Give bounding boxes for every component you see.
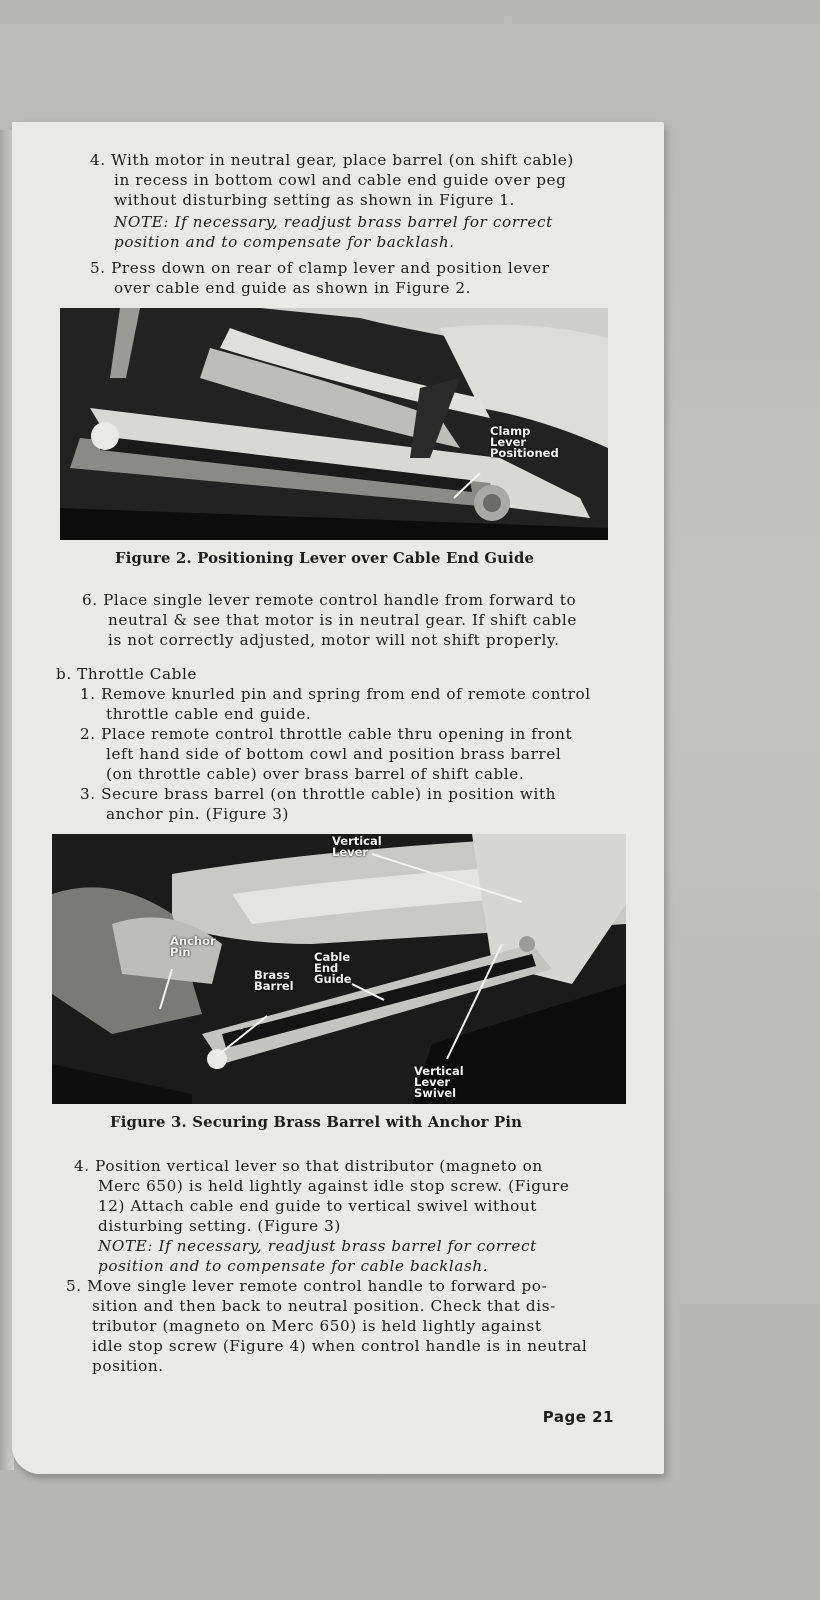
text-line: (on throttle cable) over brass barrel of shift cable. [106,765,525,783]
text-line: position. [92,1357,164,1375]
note-line: position and to compensate for cable backlash. [98,1257,489,1275]
label-anchor-pin: Anchor Pin [170,934,216,959]
page-number: Page 21 [542,1408,614,1426]
text-line: sition and then back to neutral position. Check that dis- [92,1297,556,1315]
text-line: 2. Place remote control throttle cable thru opening in front [80,725,573,743]
text-line: 5. Move single lever remote control handle to forward po- [66,1277,548,1295]
figure-3-photo [52,834,626,1104]
label-vertical-lever: Vertical Lever [332,834,382,859]
note-line: position and to compensate for backlash. [114,233,455,251]
figure-3-caption: Figure 3. Securing Brass Barrel with Anchor Pin [110,1114,523,1131]
figure-2-photo [60,308,608,540]
note-line: NOTE: If necessary, readjust brass barrel for correct [114,213,553,231]
text-line: 1. Remove knurled pin and spring from end of remote control [80,685,591,703]
text-line: 6. Place single lever remote control handle from forward to [82,591,577,609]
label-brass-barrel: Brass Barrel [254,968,294,993]
text-line: Merc 650) is held lightly against idle stop screw. (Figure [98,1177,570,1195]
step-4-throttle [74,1156,569,1276]
label-vertical-lever-swivel: Vertical Lever Swivel [414,1064,464,1100]
step-4-shift [90,150,574,252]
text-line: 4. With motor in neutral gear, place barrel (on shift cable) [90,151,574,169]
figure-2-caption: Figure 2. Positioning Lever over Cable End Guide [115,550,535,567]
step-6-shift [82,590,577,650]
text-line: 5. Press down on rear of clamp lever and position lever [90,259,550,277]
manual-page [12,122,664,1474]
text-line: without disturbing setting as shown in Figure 1. [114,191,515,209]
throttle-cable-section [56,664,591,824]
text-line: neutral & see that motor is in neutral gear. If shift cable [108,611,577,629]
text-line: tributor (magneto on Merc 650) is held lightly against [92,1317,542,1335]
text-line: 4. Position vertical lever so that distributor (magneto on [74,1157,543,1175]
text-line: throttle cable end guide. [106,705,312,723]
text-line: 12) Attach cable end guide to vertical swivel without [98,1197,537,1215]
label-cable-end-guide: Cable End Guide [314,950,352,986]
text-line: in recess in bottom cowl and cable end guide over peg [114,171,567,189]
text-line: disturbing setting. (Figure 3) [98,1217,341,1235]
section-heading: b. Throttle Cable [56,665,198,683]
text-line: is not correctly adjusted, motor will not shift properly. [108,631,560,649]
text-line: idle stop screw (Figure 4) when control handle is in neutral [92,1337,588,1355]
step-5-shift [90,258,550,298]
label-clamp-lever: Clamp Lever Positioned [490,424,559,460]
text-line: over cable end guide as shown in Figure 2. [114,279,472,297]
text-line: anchor pin. (Figure 3) [106,805,290,823]
note-line: NOTE: If necessary, readjust brass barrel for correct [98,1237,537,1255]
text-line: 3. Secure brass barrel (on throttle cable) in position with [80,785,557,803]
text-line: left hand side of bottom cowl and position brass barrel [106,745,562,763]
step-5-throttle [66,1276,587,1376]
